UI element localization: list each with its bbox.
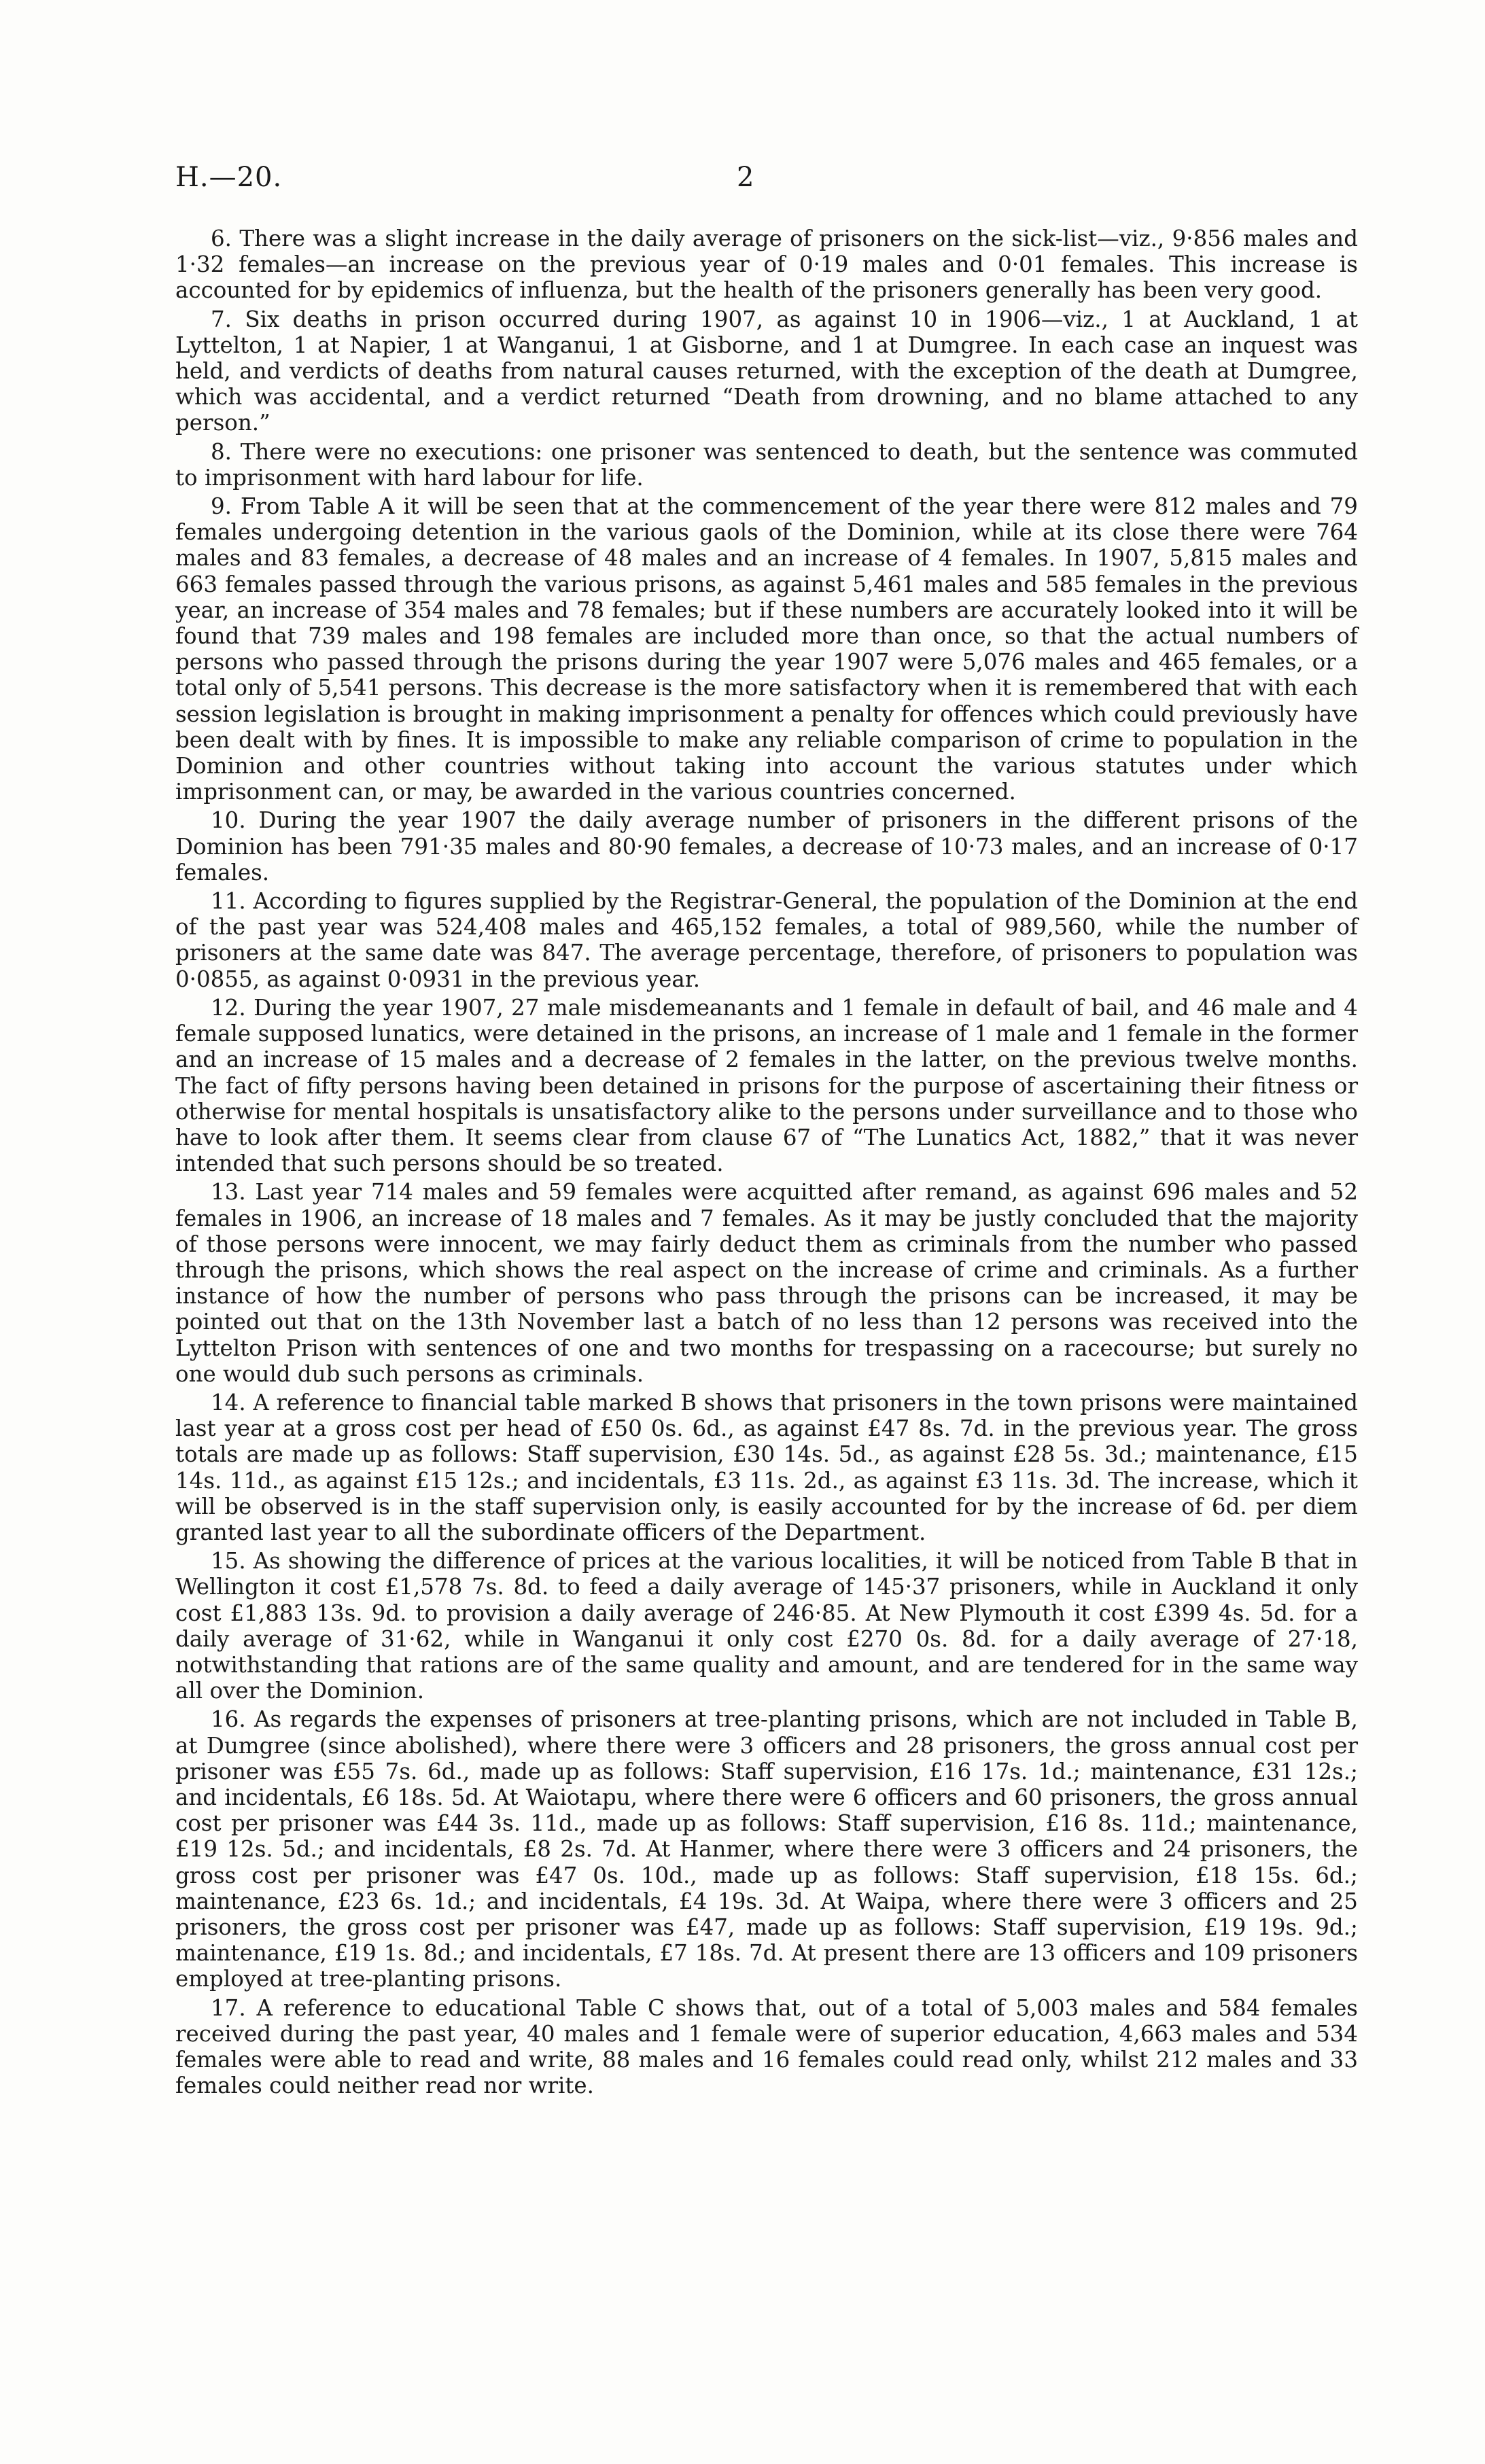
- paragraph-13: 13. Last year 714 males and 59 females were acquitted after remand, as against 696 males and 52 females in 1906, an increase of 18 males and 7 females. As it may be justly concluded that the majority of those persons were innocent, we may fairly deduct them as criminals from the number who passed through the prisons, which shows the real aspect on the increase of crime and criminals. As a further instance of how the number of persons who pass through the prisons can be increased, it may be pointed out that on the 13th November last a batch of no less than 12 persons was received into the Lyttelton Prison with sentences of one and two months for trespassing on a racecourse; but surely no one would dub such persons as criminals.: [175, 1179, 1358, 1387]
- document-reference: H.—20.: [175, 162, 283, 193]
- paragraph-16: 16. As regards the expenses of prisoners at tree-planting prisons, which are not included in Table B, at Dumgree (since abolished), where there were 3 officers and 28 prisoners, the gross annual cost per prisoner was £55 7s. 6d., made up as follows: Staff supervision, £16 17s. 1d.; maintenance, £31 12s.; and incidentals, £6 18s. 5d. At Waiotapu, where there were 6 officers and 60 prisoners, the gross annual cost per prisoner was £44 3s. 11d., made up as follows: Staff supervision, £16 8s. 11d.; maintenance, £19 12s. 5d.; and incidentals, £8 2s. 7d. At Hanmer, where there were 3 officers and 24 prisoners, the gross cost per prisoner was £47 0s. 10d., made up as follows: Staff supervision, £18 15s. 6d.; maintenance, £23 6s. 1d.; and incidentals, £4 19s. 3d. At Waipa, where there were 3 officers and 25 prisoners, the gross cost per prisoner was £47, made up as follows: Staff supervision, £19 19s. 9d.; maintenance, £19 1s. 8d.; and incidentals, £7 18s. 7d. At present there are 13 officers and 109 prisoners employed at tree-planting prisons.: [175, 1706, 1358, 1992]
- paragraph-15: 15. As showing the difference of prices at the various localities, it will be noticed from Table B that in Wellington it cost £1,578 7s. 8d. to feed a daily average of 145·37 prisoners, while in Auckland it only cost £1,883 13s. 9d. to provision a daily average of 246·85. At New Plymouth it cost £399 4s. 5d. for a daily average of 31·62, while in Wanganui it only cost £270 0s. 8d. for a daily average of 27·18, notwithstanding that rations are of the same quality and amount, and are tendered for in the same way all over the Dominion.: [175, 1548, 1358, 1704]
- paragraph-7: 7. Six deaths in prison occurred during 1907, as against 10 in 1906—viz., 1 at Auckland, 1 at Lyttelton, 1 at Napier, 1 at Wanganui, 1 at Gisborne, and 1 at Dumgree. In each case an inquest was held, and verdicts of deaths from natural causes returned, with the exception of the death at Dumgree, which was accidental, and a verdict returned “Death from drowning, and no blame attached to any person.”: [175, 306, 1358, 436]
- paragraph-6: 6. There was a slight increase in the daily average of prisoners on the sick-list—viz., 9·856 males and 1·32 females—an increase on the previous year of 0·19 males and 0·01 females. This increase is accounted for by epidemics of influenza, but the health of the prisoners generally has been very good.: [175, 226, 1358, 304]
- paragraph-9: 9. From Table A it will be seen that at the commencement of the year there were 812 males and 79 females undergoing detention in the various gaols of the Dominion, while at its close there were 764 males and 83 females, a decrease of 48 males and an increase of 4 females. In 1907, 5,815 males and 663 females passed through the various prisons, as against 5,461 males and 585 females in the previous year, an increase of 354 males and 78 females; but if these numbers are accurately looked into it will be found that 739 males and 198 females are included more than once, so that the actual numbers of persons who passed through the prisons during the year 1907 were 5,076 males and 465 females, or a total only of 5,541 persons. This decrease is the more satisfactory when it is remembered that with each session legislation is brought in making imprisonment a penalty for offences which could previously have been dealt with by fines. It is impossible to make any reliable comparison of crime to population in the Dominion and other countries without taking into account the various statutes under which imprisonment can, or may, be awarded in the various countries concerned.: [175, 493, 1358, 805]
- paragraph-17: 17. A reference to educational Table C shows that, out of a total of 5,003 males and 584 females received during the past year, 40 males and 1 female were of superior education, 4,663 males and 534 females were able to read and write, 88 males and 16 females could read only, whilst 212 males and 33 females could neither read nor write.: [175, 1994, 1358, 2099]
- paragraph-8: 8. There were no executions: one prisoner was sentenced to death, but the sentence was commuted to imprisonment with hard labour for life.: [175, 438, 1358, 491]
- page-header: [175, 162, 1358, 203]
- paragraph-14: 14. A reference to financial table marked B shows that prisoners in the town prisons were maintained last year at a gross cost per head of £50 0s. 6d., as against £47 8s. 7d. in the previous year. The gross totals are made up as follows: Staff supervision, £30 14s. 5d., as against £28 5s. 3d.; maintenance, £15 14s. 11d., as against £15 12s.; and incidentals, £3 11s. 2d., as against £3 11s. 3d. The increase, which it will be observed is in the staff supervision only, is easily accounted for by the increase of 6d. per diem granted last year to all the subordinate officers of the Department.: [175, 1389, 1358, 1545]
- paragraph-11: 11. According to figures supplied by the Registrar-General, the population of the Dominion at the end of the past year was 524,408 males and 465,152 females, a total of 989,560, while the number of prisoners at the same date was 847. The average percentage, therefore, of prisoners to population was 0·0855, as against 0·0931 in the previous year.: [175, 888, 1358, 992]
- page-number: 2: [737, 162, 754, 193]
- paragraph-12: 12. During the year 1907, 27 male misdemeanants and 1 female in default of bail, and 46 male and 4 female supposed lunatics, were detained in the prisons, an increase of 1 male and 1 female in the former and an increase of 15 males and a decrease of 2 females in the latter, on the previous twelve months. The fact of fifty persons having been detained in prisons for the purpose of ascertaining their fitness or otherwise for mental hospitals is unsatisfactory alike to the persons under surveillance and to those who have to look after them. It seems clear from clause 67 of “The Lunatics Act, 1882,” that it was never intended that such persons should be so treated.: [175, 994, 1358, 1177]
- paragraph-10: 10. During the year 1907 the daily average number of prisoners in the different prisons of the Dominion has been 791·35 males and 80·90 females, a decrease of 10·73 males, and an increase of 0·17 females.: [175, 807, 1358, 885]
- report-body: [175, 226, 1358, 2098]
